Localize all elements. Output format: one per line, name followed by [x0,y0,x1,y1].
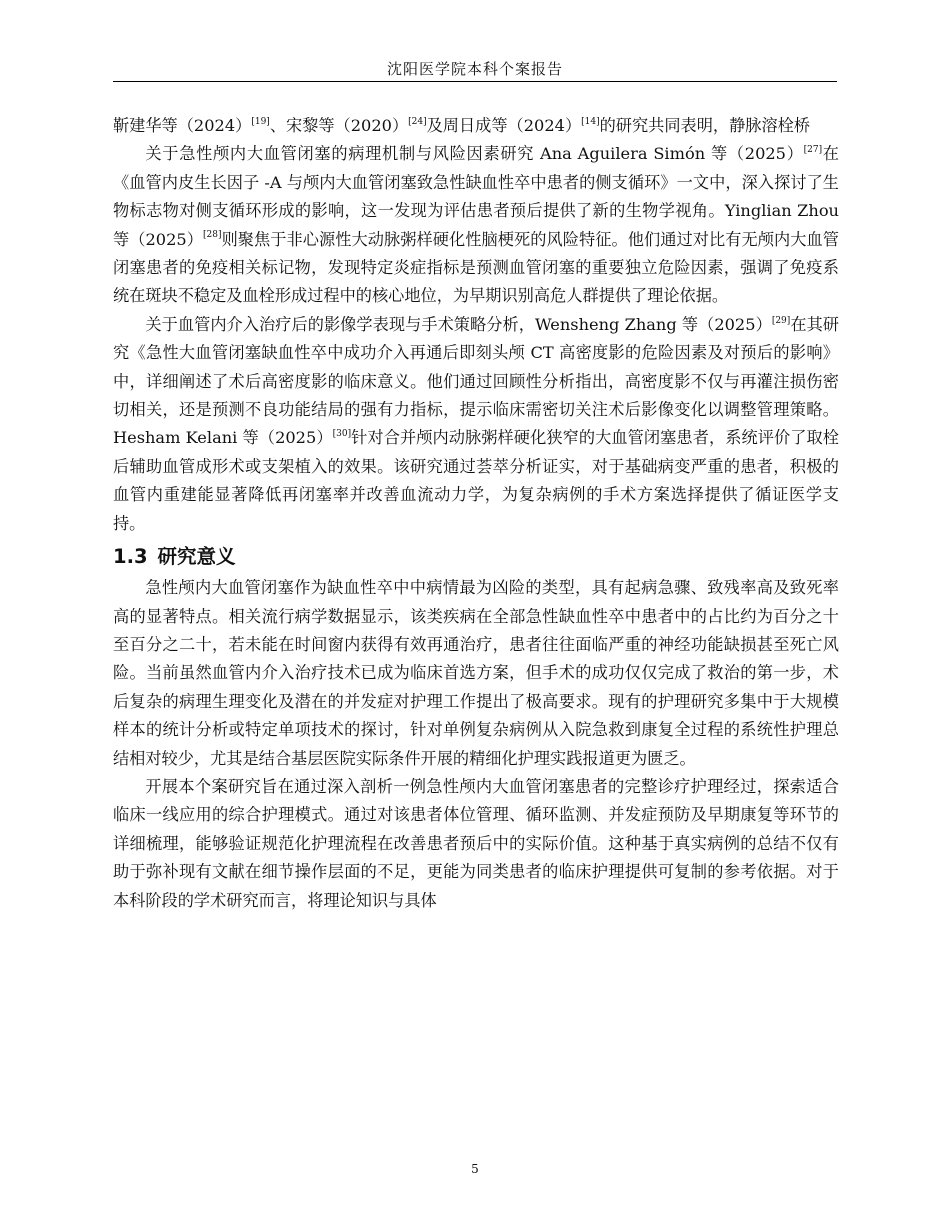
text-run: 在《血管内皮生长因子 -A 与颅内大血管闭塞致急性缺血性卒中患者的侧支循环》一文中，深入探讨了生物标志物对侧支循环形成的影响，这一发现为评估患者预后提供了新的生物学视角。Yinglian Zhou 等（2025） [113,144,839,249]
text-run: 及周日成等（2024） [426,116,582,135]
body-text [113,112,839,915]
citation-ref: [28] [203,230,222,241]
text-run: 关于急性颅内大血管闭塞的病理机制与风险因素研究 Ana Aguilera Simón 等（2025） [145,144,804,164]
citation-ref: [19] [251,116,270,127]
text-run: 开展本个案研究旨在通过深入剖析一例急性颅内大血管闭塞患者的完整诊疗护理经过，探索适合临床一线应用的综合护理模式。通过对该患者体位管理、循环监测、并发症预防及早期康复等环节的详细梳理，能够验证规范化护理流程在改善患者预后中的实际价值。这种基于真实病例的总结不仅有助于弥补现有文献在细节操作层面的不足，更能为同类患者的临床护理提供可复制的参考依据。对于本科阶段的学术研究而言，将理论知识与具体 [113,776,839,910]
text-run: 针对合并颅内动脉粥样硬化狭窄的大血管闭塞患者，系统评价了取栓后辅助血管成形术或支架植入的效果。该研究通过荟萃分析证实，对于基础病变严重的患者，积极的血管内重建能显著降低再闭塞率并改善血流动力学，为复杂病例的手术方案选择提供了循证医学支持。 [113,428,839,533]
paragraph-significance-background [113,574,839,773]
text-run: 、宋黎等（2020） [269,116,409,135]
paragraph-imaging-research [113,311,839,538]
text-run: 的研究共同表明，静脉溶栓桥 [599,116,811,135]
section-number: 1.3 [113,545,148,569]
running-header: 沈阳医学院本科个案报告 [386,60,563,78]
page-number: 5 [471,1162,479,1176]
paragraph-significance-purpose [113,773,839,915]
section-title: 研究意义 [157,545,236,569]
citation-ref: [30] [332,429,352,440]
citation-ref: [14] [581,116,600,127]
citation-ref: [29] [771,315,791,326]
text-run: 在其研究《急性大血管闭塞缺血性卒中成功介入再通后即刻头颅 CT 高密度影的危险因素及对预后的影响》中，详细阐述了术后高密度影的临床意义。他们通过回顾性分析指出，高密度影不仅与再灌注损伤密切相关，还是预测不良功能结局的强有力指标，提示临床需密切关注术后影像变化以调整管理策略。Hesham Kelani 等（2025） [113,314,839,448]
text-run: 靳建华等（2024） [113,116,252,135]
citation-ref: [24] [408,116,427,127]
paragraph-continuation [113,112,839,140]
text-run: 关于血管内介入治疗后的影像学表现与手术策略分析，Wensheng Zhang 等（2025） [145,314,772,334]
citation-ref: [27] [803,145,823,156]
section-heading [113,542,839,572]
paragraph-pathogenesis-research [113,140,839,310]
text-run: 急性颅内大血管闭塞作为缺血性卒中中病情最为凶险的类型，具有起病急骤、致残率高及致死率高的显著特点。相关流行病学数据显示，该类疾病在全部急性缺血性卒中患者中的占比约为百分之十至百分之二十，若未能在时间窗内获得有效再通治疗，患者往往面临严重的神经功能缺损甚至死亡风险。当前虽然血管内介入治疗技术已成为临床首选方案，但手术的成功仅仅完成了救治的第一步，术后复杂的病理生理变化及潜在的并发症对护理工作提出了极高要求。现有的护理研究多集中于大规模样本的统计分析或特定单项技术的探讨，针对单例复杂病例从入院急救到康复全过程的系统性护理总结相对较少，尤其是结合基层医院实际条件开展的精细化护理实践报道更为匮乏。 [113,578,839,768]
header-rule [113,81,837,82]
text-run: 则聚焦于非心源性大动脉粥样硬化性脑梗死的风险特征。他们通过对比有无颅内大血管闭塞患者的免疫相关标记物，发现特定炎症指标是预测血管闭塞的重要独立危险因素，强调了免疫系统在斑块不稳定及血栓形成过程中的核心地位，为早期识别高危人群提供了理论依据。 [113,229,839,306]
